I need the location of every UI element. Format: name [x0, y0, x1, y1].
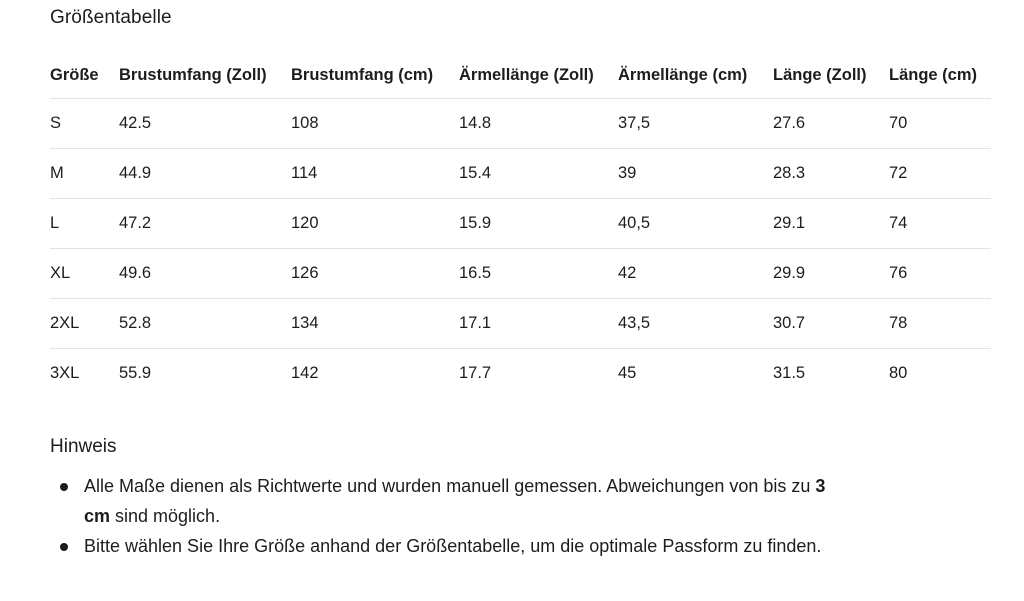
table-cell: 72	[889, 149, 991, 199]
table-cell: 15.9	[459, 199, 618, 249]
table-cell: 43,5	[618, 299, 773, 349]
list-item	[50, 472, 850, 531]
table-cell: 29.9	[773, 249, 889, 299]
table-cell: 2XL	[50, 299, 119, 349]
header-sleeve-cm: Ärmellänge (cm)	[618, 52, 773, 99]
table-cell: S	[50, 99, 119, 149]
table-row	[50, 349, 991, 399]
table-cell: 16.5	[459, 249, 618, 299]
table-cell: 45	[618, 364, 637, 382]
header-length-cm: Länge (cm)	[889, 52, 991, 99]
table-cell: 15.4	[459, 149, 618, 199]
table-cell: 47.2	[119, 199, 291, 249]
header-chest-cm: Brustumfang (cm)	[291, 52, 459, 99]
table-cell: 17.7	[459, 364, 492, 382]
table-cell: 70	[889, 99, 991, 149]
header-sleeve-inch: Ärmellänge (Zoll)	[459, 52, 618, 99]
table-cell: 42	[618, 249, 773, 299]
page-title: Größentabelle	[50, 7, 172, 28]
table-cell: 31.5	[773, 364, 806, 382]
table-cell: 3XL	[50, 364, 80, 382]
note-text: sind möglich.	[110, 505, 221, 526]
table-cell: 40,5	[618, 199, 773, 249]
size-table	[50, 52, 991, 398]
table-cell: L	[50, 199, 119, 249]
table-cell: 80	[889, 364, 908, 382]
table-row	[50, 149, 991, 199]
table-cell: 29.1	[773, 199, 889, 249]
note-emphasis: 3 cm	[84, 476, 826, 526]
table-header-row	[50, 52, 991, 99]
table-cell: 74	[889, 199, 991, 249]
table-cell: 108	[291, 99, 459, 149]
table-cell: 39	[618, 149, 773, 199]
table-row	[50, 299, 991, 349]
header-size: Größe	[50, 52, 119, 99]
table-row	[50, 99, 991, 149]
list-item	[50, 532, 850, 562]
bullet-icon	[60, 483, 68, 491]
table-cell: 17.1	[459, 299, 618, 349]
table-cell: 120	[291, 199, 459, 249]
table-cell: 28.3	[773, 149, 889, 199]
table-row	[50, 249, 991, 299]
table-row	[50, 199, 991, 249]
table-cell: 30.7	[773, 299, 889, 349]
table-cell: 55.9	[119, 364, 152, 382]
table-cell: 134	[291, 299, 459, 349]
table-cell: 44.9	[119, 149, 291, 199]
table-cell: 114	[291, 149, 459, 199]
table-cell: 126	[291, 249, 459, 299]
table-cell: XL	[50, 249, 119, 299]
note-list	[50, 472, 850, 563]
table-cell: 52.8	[119, 299, 291, 349]
note-text: Alle Maße dienen als Richtwerte und wurden manuell gemessen. Abweichungen von bis zu	[84, 476, 816, 496]
table-cell: 142	[291, 364, 319, 382]
table-cell: 42.5	[119, 99, 291, 149]
bullet-icon	[60, 543, 68, 551]
table-cell: 37,5	[618, 99, 773, 149]
note-text: Bitte wählen Sie Ihre Größe anhand der Größentabelle, um die optimale Passform zu finden.	[84, 536, 822, 556]
table-cell: 27.6	[773, 99, 889, 149]
table-cell: 14.8	[459, 99, 618, 149]
table-cell: M	[50, 149, 119, 199]
note-title: Hinweis	[50, 436, 117, 457]
header-length-inch: Länge (Zoll)	[773, 52, 889, 99]
table-cell: 78	[889, 299, 991, 349]
header-chest-inch: Brustumfang (Zoll)	[119, 52, 291, 99]
table-cell: 49.6	[119, 249, 291, 299]
table-cell: 76	[889, 249, 991, 299]
